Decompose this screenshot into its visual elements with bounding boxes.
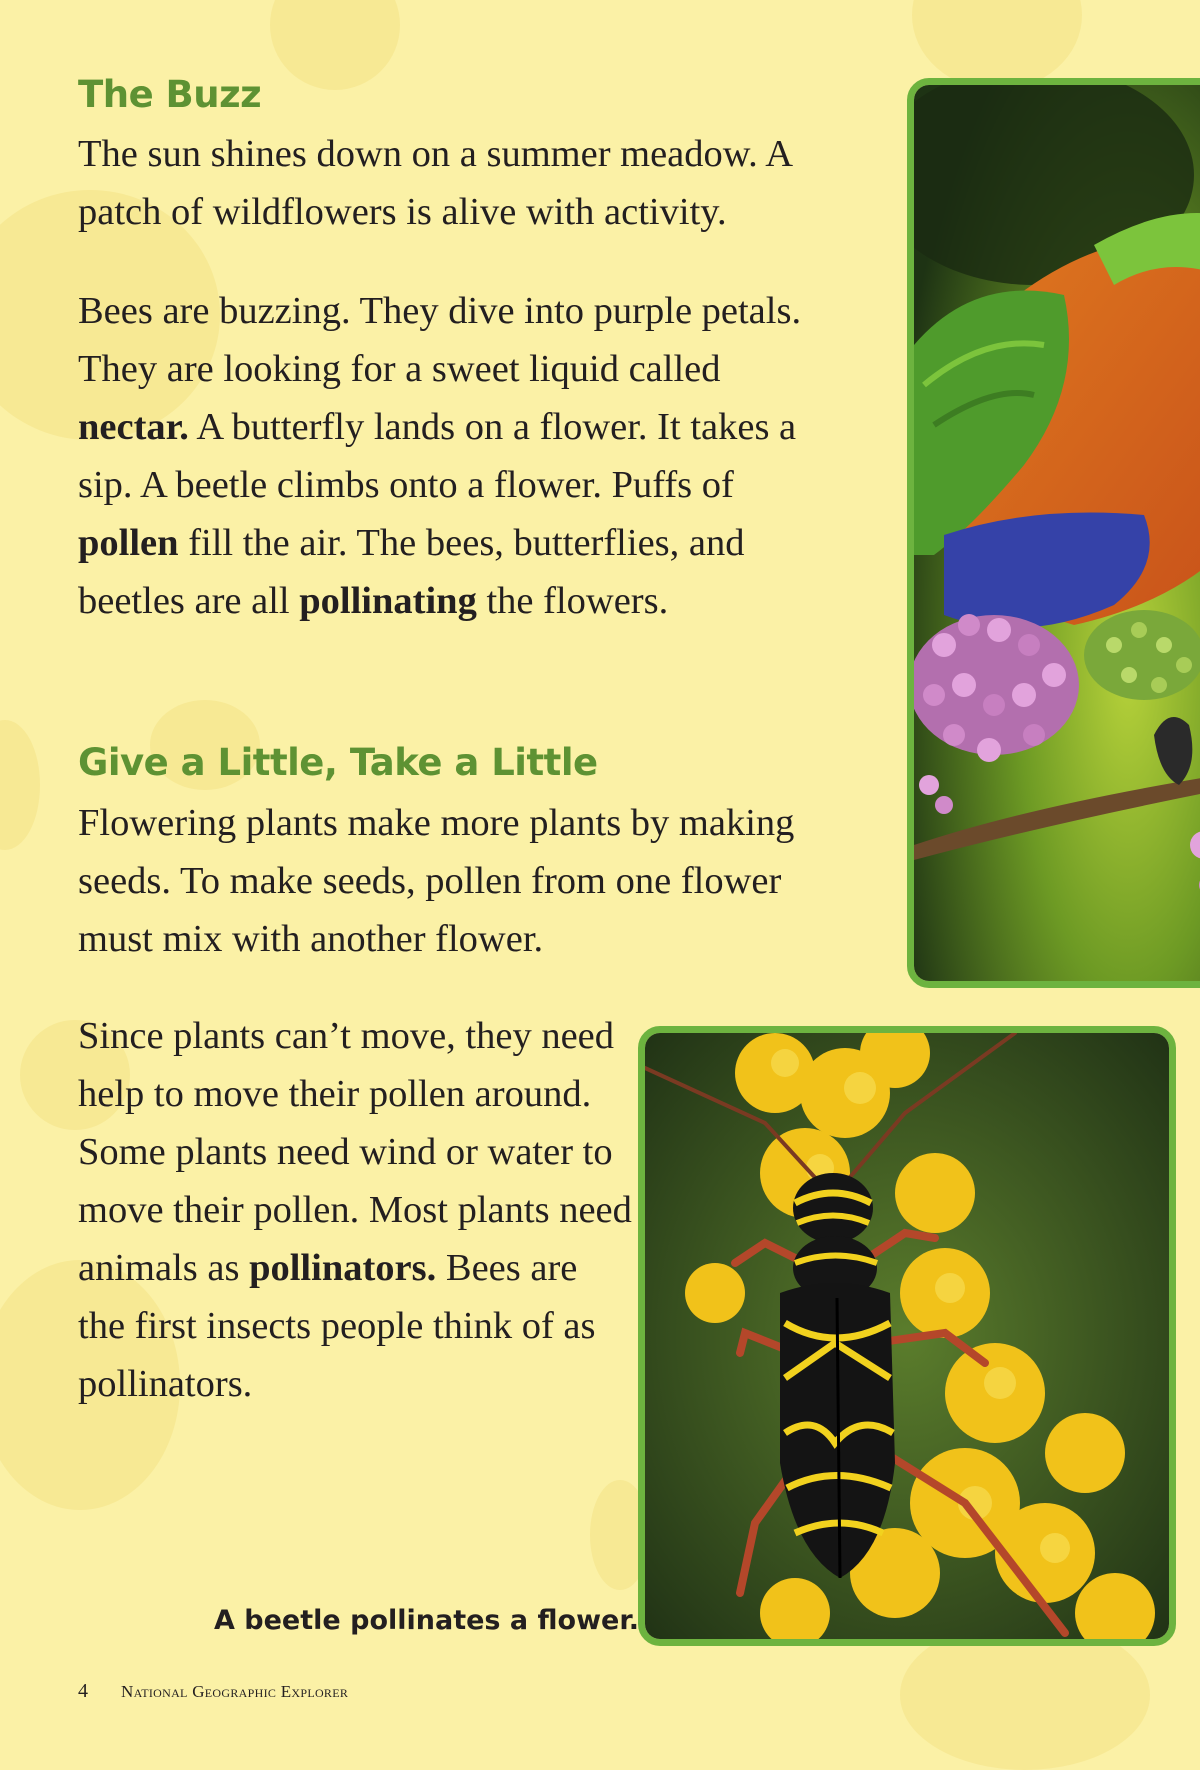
text-run: fill the air. The bees, butterflies, and beetles are all	[78, 522, 745, 622]
section-heading-give-take: Give a Little, Take a Little	[78, 741, 598, 784]
background-dot	[270, 0, 400, 90]
page-footer	[78, 1680, 348, 1703]
photo-caption: A beetle pollinates a flower.	[214, 1605, 640, 1636]
paragraph-bees	[78, 282, 838, 630]
beetle-photo	[638, 1026, 1176, 1646]
term-pollinators: pollinators.	[249, 1247, 437, 1289]
page-number: 4	[78, 1680, 88, 1702]
text-run: A butterfly lands on a flower. It takes a sip. A beetle climbs onto a flower. Puffs of	[78, 406, 797, 506]
paragraph-pollinators	[78, 1007, 633, 1413]
background-dot	[0, 720, 40, 850]
background-dot	[912, 0, 1082, 90]
paragraph-seeds: Flowering plants make more plants by making seeds. To make seeds, pollen from one flower must mix with another flower.	[78, 802, 795, 960]
magazine-name: National Geographic Explorer	[121, 1682, 349, 1701]
text-run: Bees are the first insects people think of as pollinators.	[78, 1247, 596, 1405]
beetle-on-flower-illustration	[645, 1033, 1169, 1639]
section-heading-the-buzz: The Buzz	[78, 73, 262, 116]
bird-photo	[907, 78, 1200, 988]
beetle-head	[793, 1173, 873, 1243]
text-run: Since plants can’t move, they need help to move their pollen around. Some plants need wind or water to move their pollen. Most plants need animals as	[78, 1015, 632, 1289]
text-run: the flowers.	[476, 580, 669, 622]
bird-on-flowers-illustration	[914, 85, 1200, 981]
paragraph-intro: The sun shines down on a summer meadow. A patch of wildflowers is alive with activity.	[78, 133, 791, 233]
term-pollen: pollen	[78, 522, 179, 564]
green-bud-cluster	[1084, 610, 1200, 700]
term-nectar: nectar.	[78, 406, 189, 448]
term-pollinating: pollinating	[299, 580, 477, 622]
text-run: Bees are buzzing. They dive into purple petals. They are looking for a sweet liquid called	[78, 290, 802, 390]
